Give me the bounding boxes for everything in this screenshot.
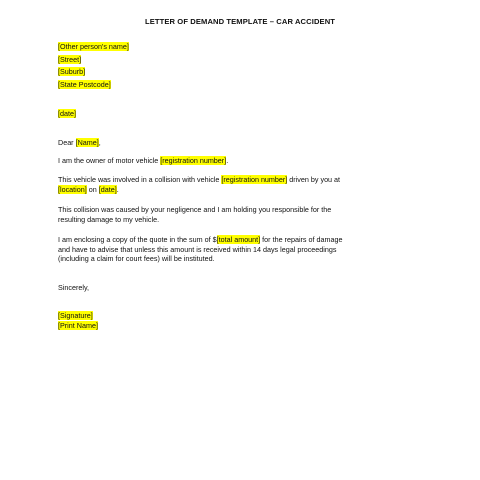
recipient-address xyxy=(58,42,388,89)
date-line xyxy=(58,109,388,119)
state-postcode-placeholder: [State Postcode] xyxy=(58,79,111,89)
signature-line xyxy=(58,311,388,321)
suburb-placeholder: [Suburb] xyxy=(58,67,86,77)
quote-text-1: I am enclosing a copy of the quote in the sum of $ xyxy=(58,235,217,244)
paragraph-ownership xyxy=(58,156,388,166)
paragraph-negligence xyxy=(58,205,388,224)
salutation-line xyxy=(58,138,388,148)
address-suburb-line xyxy=(58,67,388,77)
salutation xyxy=(58,138,388,148)
salutation-suffix: , xyxy=(98,138,101,147)
collision-date-placeholder: [date] xyxy=(98,184,117,194)
collision-line-2 xyxy=(58,185,388,195)
negligence-line-2: resulting damage to my vehicle. xyxy=(58,214,160,224)
ownership-period: . xyxy=(226,156,229,165)
collision-text-2: driven by you at xyxy=(287,175,341,184)
location-placeholder: [location] xyxy=(58,184,87,194)
address-street-line xyxy=(58,55,388,65)
quote-line-3: (including a claim for court fees) will be instituted. xyxy=(58,254,215,264)
paragraph-collision xyxy=(58,175,388,194)
signature-placeholder: [Signature] xyxy=(58,311,93,320)
date-placeholder: [date] xyxy=(58,109,76,118)
signature-block xyxy=(58,311,388,330)
salutation-name-placeholder: [Name] xyxy=(75,138,99,147)
address-state-line xyxy=(58,80,388,90)
other-registration-placeholder: [registration number] xyxy=(221,175,288,184)
quote-text-2: for the repairs of damage xyxy=(260,235,343,244)
street-placeholder: [Street] xyxy=(58,54,82,64)
print-name-line xyxy=(58,321,388,331)
print-name-placeholder: [Print Name] xyxy=(58,320,98,330)
registration-placeholder: [registration number] xyxy=(160,156,227,165)
ownership-text: I am the owner of motor vehicle xyxy=(58,156,161,165)
negligence-line-1: This collision was caused by your negligence and I am holding you responsible for the xyxy=(58,205,332,214)
paragraph-quote xyxy=(58,235,388,264)
collision-text-3: on xyxy=(86,184,99,194)
collision-text-1: This vehicle was involved in a collision with vehicle xyxy=(58,175,222,184)
collision-line-1 xyxy=(58,175,388,185)
total-amount-placeholder: [total amount] xyxy=(216,235,261,244)
closing-text: Sincerely, xyxy=(58,283,90,292)
collision-period: . xyxy=(116,184,119,194)
ownership-line xyxy=(58,156,388,166)
address-name-line xyxy=(58,42,388,52)
date-block xyxy=(58,109,388,119)
quote-line-1 xyxy=(58,235,388,245)
recipient-name-placeholder: [Other person's name] xyxy=(58,42,129,51)
closing-block xyxy=(58,283,388,293)
salutation-prefix: Dear xyxy=(58,138,76,147)
quote-line-2: and have to advise that unless this amount is received within 14 days legal proceedings xyxy=(58,244,337,254)
document-title: LETTER OF DEMAND TEMPLATE – CAR ACCIDENT xyxy=(144,17,336,26)
